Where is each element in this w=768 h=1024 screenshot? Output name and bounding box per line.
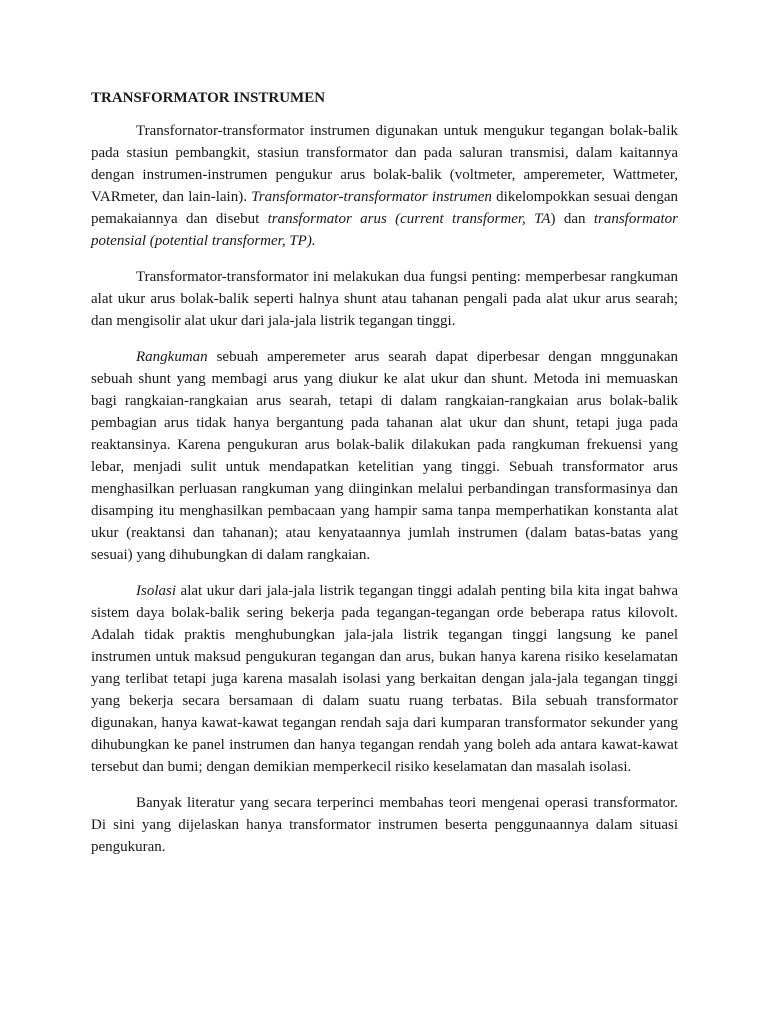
- document-page: [91, 88, 678, 872]
- paragraph-3-text-b: sebuah amperemeter arus searah dapat diperbesar dengan mnggunakan sebuah shunt yang membagi arus yang diukur ke alat ukur dan shunt. Metoda ini memuaskan bagi rangkaian-rangkaian arus searah, tetapi di dalam rangkaian-rangkaian arus bolak-balik pembagian arus tidak hanya bergantung pada tahanan alat ukur dan shunt, tetapi juga pada reaktansinya. Karena pengukuran arus bolak-balik dilakukan pada rangkuman frekuensi yang lebar, menjadi sulit untuk mendapatkan ketelitian yang tinggi. Sebuah transformator arus menghasilkan perluasan rangkuman yang diinginkan melalui perbandingan transformasinya dan disamping itu menghasilkan pembacaan yang hampir sama tanpa memperhatikan konstanta alat ukur (reaktansi dan tahanan); atau kenyataannya jumlah instrumen (dalam batas-batas yang sesuai) yang dihubungkan di dalam rangkaian.: [91, 349, 678, 563]
- paragraph-1-italic-f: transformator potensial (potential transformer, TP).: [91, 211, 679, 249]
- paragraph-1: [91, 120, 678, 252]
- paragraph-5: Banyak literatur yang secara terperinci membahas teori mengenai operasi transformator. Di sini yang dijelaskan hanya transformator instrumen beserta penggunaannya dalam situasi pengukuran.: [91, 795, 678, 855]
- paragraph-3-italic-a: Rangkuman: [136, 349, 208, 365]
- paragraph-4: [91, 580, 678, 778]
- paragraph-3: [91, 346, 678, 566]
- paragraph-1-text-a: Transfornator-transformator instrumen digunakan untuk mengukur tegangan bolak-balik pada stasiun pembangkit, stasiun transformator dan pada saluran transmisi, dalam kaitannya dengan instrumen-instrumen pengukur arus bolak-balik (voltmeter, amperemeter, Wattmeter, VARmeter, dan lain-lain).: [91, 123, 678, 205]
- paragraph-1-text-e: ) dan: [550, 211, 594, 227]
- document-title: TRANSFORMATOR INSTRUMEN: [91, 90, 326, 106]
- paragraph-2: Transformator-transformator ini melakukan dua fungsi penting: memperbesar rangkuman alat ukur arus bolak-balik seperti halnya shunt atau tahanan pengali pada alat ukur arus searah; dan mengisolir alat ukur dari jala-jala listrik tegangan tinggi.: [91, 269, 678, 329]
- paragraph-1-italic-d: transformator arus (current transformer, TA: [267, 211, 551, 227]
- paragraph-1-italic-b: Transformator-transformator instrumen: [251, 189, 492, 205]
- paragraph-4-italic-a: Isolasi: [136, 583, 177, 599]
- paragraph-1-text-c: dikelompokkan sesuai dengan pemakaiannya dan disebut: [91, 189, 678, 227]
- paragraph-4-text-b: alat ukur dari jala-jala listrik tegangan tinggi adalah penting bila kita ingat bahwa sistem daya bolak-balik sering bekerja pada tegangan-tegangan orde beberapa ratus kilovolt. Adalah tidak praktis menghubungkan jala-jala listrik tegangan tinggi langsung ke panel instrumen untuk maksud pengukuran tegangan dan arus, bukan hanya karena risiko keselamatan yang terlibat tetapi juga karena masalah isolasi yang berkaitan dengan jala-jala tegangan tinggi yang bekerja secara bersamaan di dalam suatu ruang terbatas. Bila sebuah transformator digunakan, hanya kawat-kawat tegangan rendah saja dari kumparan transformator sekunder yang dihubungkan ke panel instrumen dan hanya tegangan rendah yang boleh ada antara kawat-kawat tersebut dan bumi; dengan demikian memperkecil risiko keselamatan dan masalah isolasi.: [91, 583, 678, 775]
